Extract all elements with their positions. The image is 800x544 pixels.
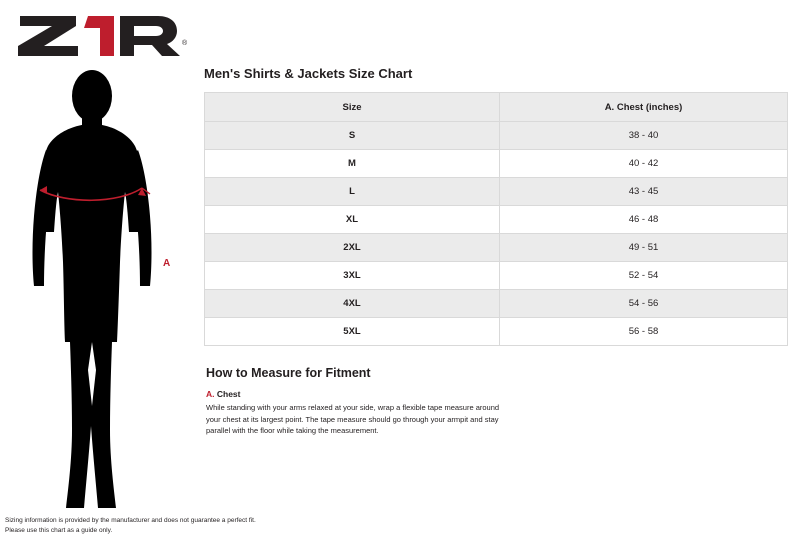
size-chart-content [204,66,787,437]
table-header-row [205,93,788,122]
page-title: Men's Shirts & Jackets Size Chart [204,66,413,81]
table-body [205,122,788,346]
cell-size: 5XL [205,318,500,346]
column-header-chest: A. Chest (inches) [500,93,788,122]
brand-logo [14,12,188,58]
cell-chest: 43 - 45 [500,178,788,206]
how-to-measure-heading: How to Measure for Fitment [206,366,371,380]
table-row [205,318,788,346]
measure-item-description: While standing with your arms relaxed at your side, wrap a flexible tape measure around your chest at its largest point. The tape measure should go through your armpit and stay parallel with the floor while taking the measurement. [206,403,500,436]
measure-item-name: Chest [216,389,241,399]
body-measurement-figure [10,70,195,510]
cell-size: L [205,178,500,206]
cell-size: XL [205,206,500,234]
cell-size: 3XL [205,262,500,290]
measure-item-title [206,389,787,399]
table-row [205,262,788,290]
cell-size: S [205,122,500,150]
table-row [205,150,788,178]
table-row [205,178,788,206]
cell-chest: 49 - 51 [500,234,788,262]
cell-size: 2XL [205,234,500,262]
table-row [205,122,788,150]
table-row [205,234,788,262]
cell-chest: 46 - 48 [500,206,788,234]
disclaimer-line-2: Please use this chart as a guide only. [5,526,113,534]
cell-chest: 54 - 56 [500,290,788,318]
registered-trademark-symbol: ® [182,40,188,47]
table-row [205,290,788,318]
table-row [205,206,788,234]
size-chart-table [204,92,788,346]
cell-size: 4XL [205,290,500,318]
cell-chest: 56 - 58 [500,318,788,346]
cell-size: M [205,150,500,178]
column-header-size: Size [205,93,500,122]
chest-measure-label: A [163,258,171,269]
male-silhouette-icon [10,70,195,510]
cell-chest: 38 - 40 [500,122,788,150]
disclaimer-line-1: Sizing information is provided by the manufacturer and does not guarantee a perfect fit. [5,516,256,524]
measure-item-letter: A. [206,389,215,399]
cell-chest: 52 - 54 [500,262,788,290]
cell-chest: 40 - 42 [500,150,788,178]
disclaimer-footer [5,516,256,536]
z1r-logo-icon [14,12,189,60]
